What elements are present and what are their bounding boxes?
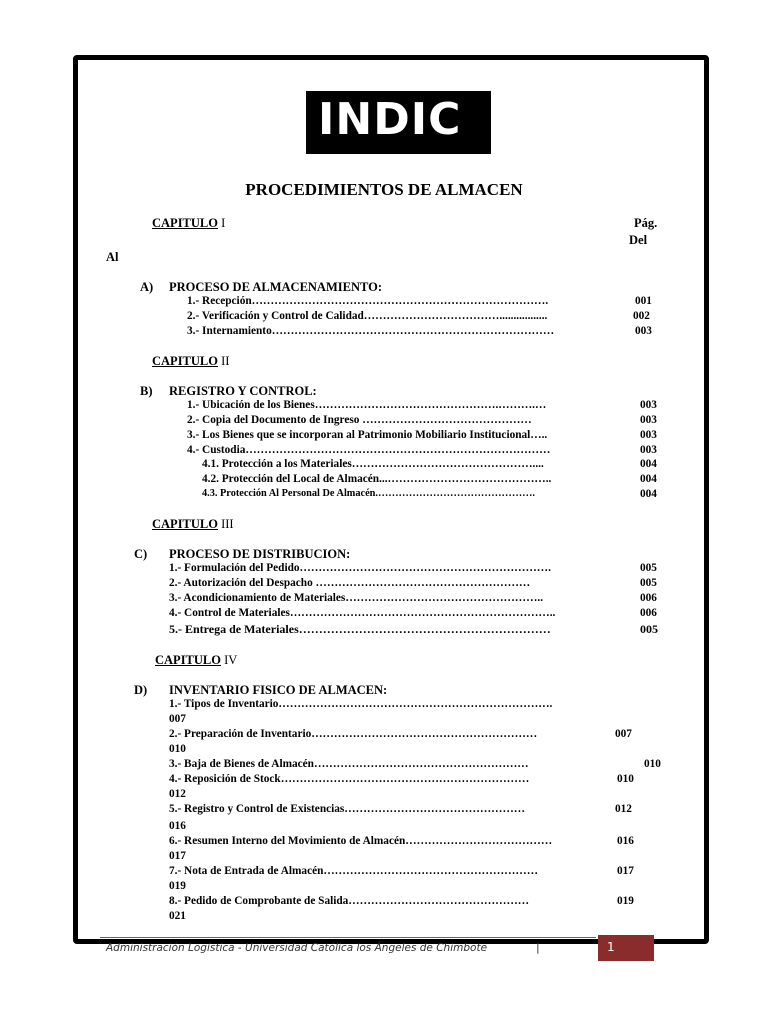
toc-entry: 1.- Ubicación de los Bienes………………………………………….……….… <box>187 399 547 411</box>
toc-entry: 1.- Formulación del Pedido…………………………………………………………. <box>169 562 551 574</box>
toc-entry: 3.- Los Bienes que se incorporan al Patrimonio Mobiliario Institucional….. <box>187 429 548 441</box>
footer-text: Administración Logística - Universidad Católica los Ángeles de Chimbote <box>106 942 488 954</box>
toc-entry: 4.- Reposición de Stock………………………………………………………… <box>169 773 530 785</box>
section-title: REGISTRO Y CONTROL: <box>169 384 317 398</box>
section-letter: B) <box>140 384 153 398</box>
toc-page: 003 <box>635 325 652 337</box>
chapter-heading <box>155 653 237 668</box>
chapter-number: II <box>221 354 230 368</box>
chapter-number: IV <box>224 653 238 667</box>
toc-page: 010 <box>617 773 634 785</box>
section-letter: C) <box>134 547 148 561</box>
chapter-heading <box>152 517 234 532</box>
toc-page: 003 <box>640 399 657 411</box>
toc-entry: 4.- Custodia……………………………………………………………………… <box>187 444 551 456</box>
toc-page: 016 <box>617 835 634 847</box>
toc-page: 002 <box>633 310 650 322</box>
toc-page: 004 <box>640 473 657 485</box>
toc-page: 005 <box>640 562 657 574</box>
toc-page: 007 <box>615 728 632 740</box>
toc-entry: 2.- Autorización del Despacho ………………………………………………… <box>169 577 531 589</box>
toc-entry: 6.- Resumen Interno del Movimiento de Almacén………………………………… <box>169 835 553 847</box>
toc-entry: 2.- Preparación de Inventario…………………………………………………… <box>169 728 538 740</box>
section-title: INVENTARIO FISICO DE ALMACEN: <box>169 683 388 697</box>
toc-page: 006 <box>640 607 657 619</box>
chapter-word: CAPITULO <box>152 216 218 230</box>
toc-entry: 5.- Registro y Control de Existencias………………………………………… <box>169 803 526 815</box>
toc-entry: 4.3. Protección Al Personal De Almacén.………………………………………. <box>202 488 535 499</box>
toc-page-continued: 007 <box>169 713 186 725</box>
chapter-word: CAPITULO <box>155 653 221 667</box>
title-banner <box>306 91 491 154</box>
page-number: 1 <box>607 940 615 954</box>
toc-entry: 2.- Copia del Documento de Ingreso ……………………………………… <box>187 414 532 426</box>
toc-entry: 5.- Entrega de Materiales……………………………………………………… <box>169 622 551 636</box>
chapter-heading <box>152 354 229 369</box>
toc-entry: 2.- Verificación y Control de Calidad………………………………................. <box>187 310 548 322</box>
footer-rule <box>100 937 596 938</box>
toc-page-continued: 021 <box>169 910 186 922</box>
toc-entry: 3.- Acondicionamiento de Materiales…………………………………………….. <box>169 592 544 604</box>
toc-page-continued: 010 <box>169 743 186 755</box>
toc-page: 019 <box>617 895 634 907</box>
toc-page: 003 <box>640 414 657 426</box>
chapter-number: I <box>221 216 226 230</box>
document-heading: PROCEDIMIENTOS DE ALMACEN <box>245 180 523 199</box>
section-letter: D) <box>134 683 148 697</box>
toc-page: 004 <box>640 458 657 470</box>
chapter-number: III <box>221 517 234 531</box>
toc-entry: 4.2. Protección del Local de Almacén...…………………………………….. <box>202 473 552 485</box>
page-number-badge <box>598 935 654 961</box>
section-title: PROCESO DE ALMACENAMIENTO: <box>169 280 382 294</box>
toc-entry: 3.- Internamiento………………………………………………………………… <box>187 325 555 337</box>
toc-entry: 4.- Control de Materiales…………………………………………………………….. <box>169 607 556 619</box>
del-label: Del <box>629 233 648 247</box>
chapter-word: CAPITULO <box>152 354 218 368</box>
pag-label: Pág. <box>634 216 658 230</box>
section-letter: A) <box>140 280 154 294</box>
toc-entry: 3.- Baja de Bienes de Almacén………………………………………………… <box>169 758 529 770</box>
chapter-word: CAPITULO <box>152 517 218 531</box>
toc-page: 003 <box>640 429 657 441</box>
toc-entry: 4.1. Protección a los Materiales………………………………………….... <box>202 458 544 470</box>
footer-separator: | <box>536 941 540 954</box>
toc-entry: 1.- Recepción……………………………………………………………………. <box>187 295 549 307</box>
section-title: PROCESO DE DISTRIBUCION: <box>169 547 351 561</box>
al-label: Al <box>106 250 119 264</box>
toc-page: 005 <box>640 577 657 589</box>
toc-page: 004 <box>640 488 657 500</box>
toc-page: 003 <box>640 444 657 456</box>
toc-page-continued: 017 <box>169 850 186 862</box>
page-title: INDIC <box>318 94 462 145</box>
toc-page: 010 <box>644 758 661 770</box>
chapter-heading <box>152 216 225 231</box>
toc-page: 001 <box>635 295 652 307</box>
toc-page: 012 <box>615 803 632 815</box>
toc-entry: 1.- Tipos de Inventario………………………………………………………………. <box>169 698 553 710</box>
toc-entry: 7.- Nota de Entrada de Almacén………………………………………………… <box>169 865 539 877</box>
toc-page-continued: 012 <box>169 788 186 800</box>
toc-page-continued: 019 <box>169 880 186 892</box>
toc-entry: 8.- Pedido de Comprobante de Salida………………………………………… <box>169 895 530 907</box>
toc-page: 006 <box>640 592 657 604</box>
toc-page-continued: 016 <box>169 820 186 832</box>
toc-page: 017 <box>617 865 634 877</box>
toc-page: 005 <box>640 622 658 636</box>
